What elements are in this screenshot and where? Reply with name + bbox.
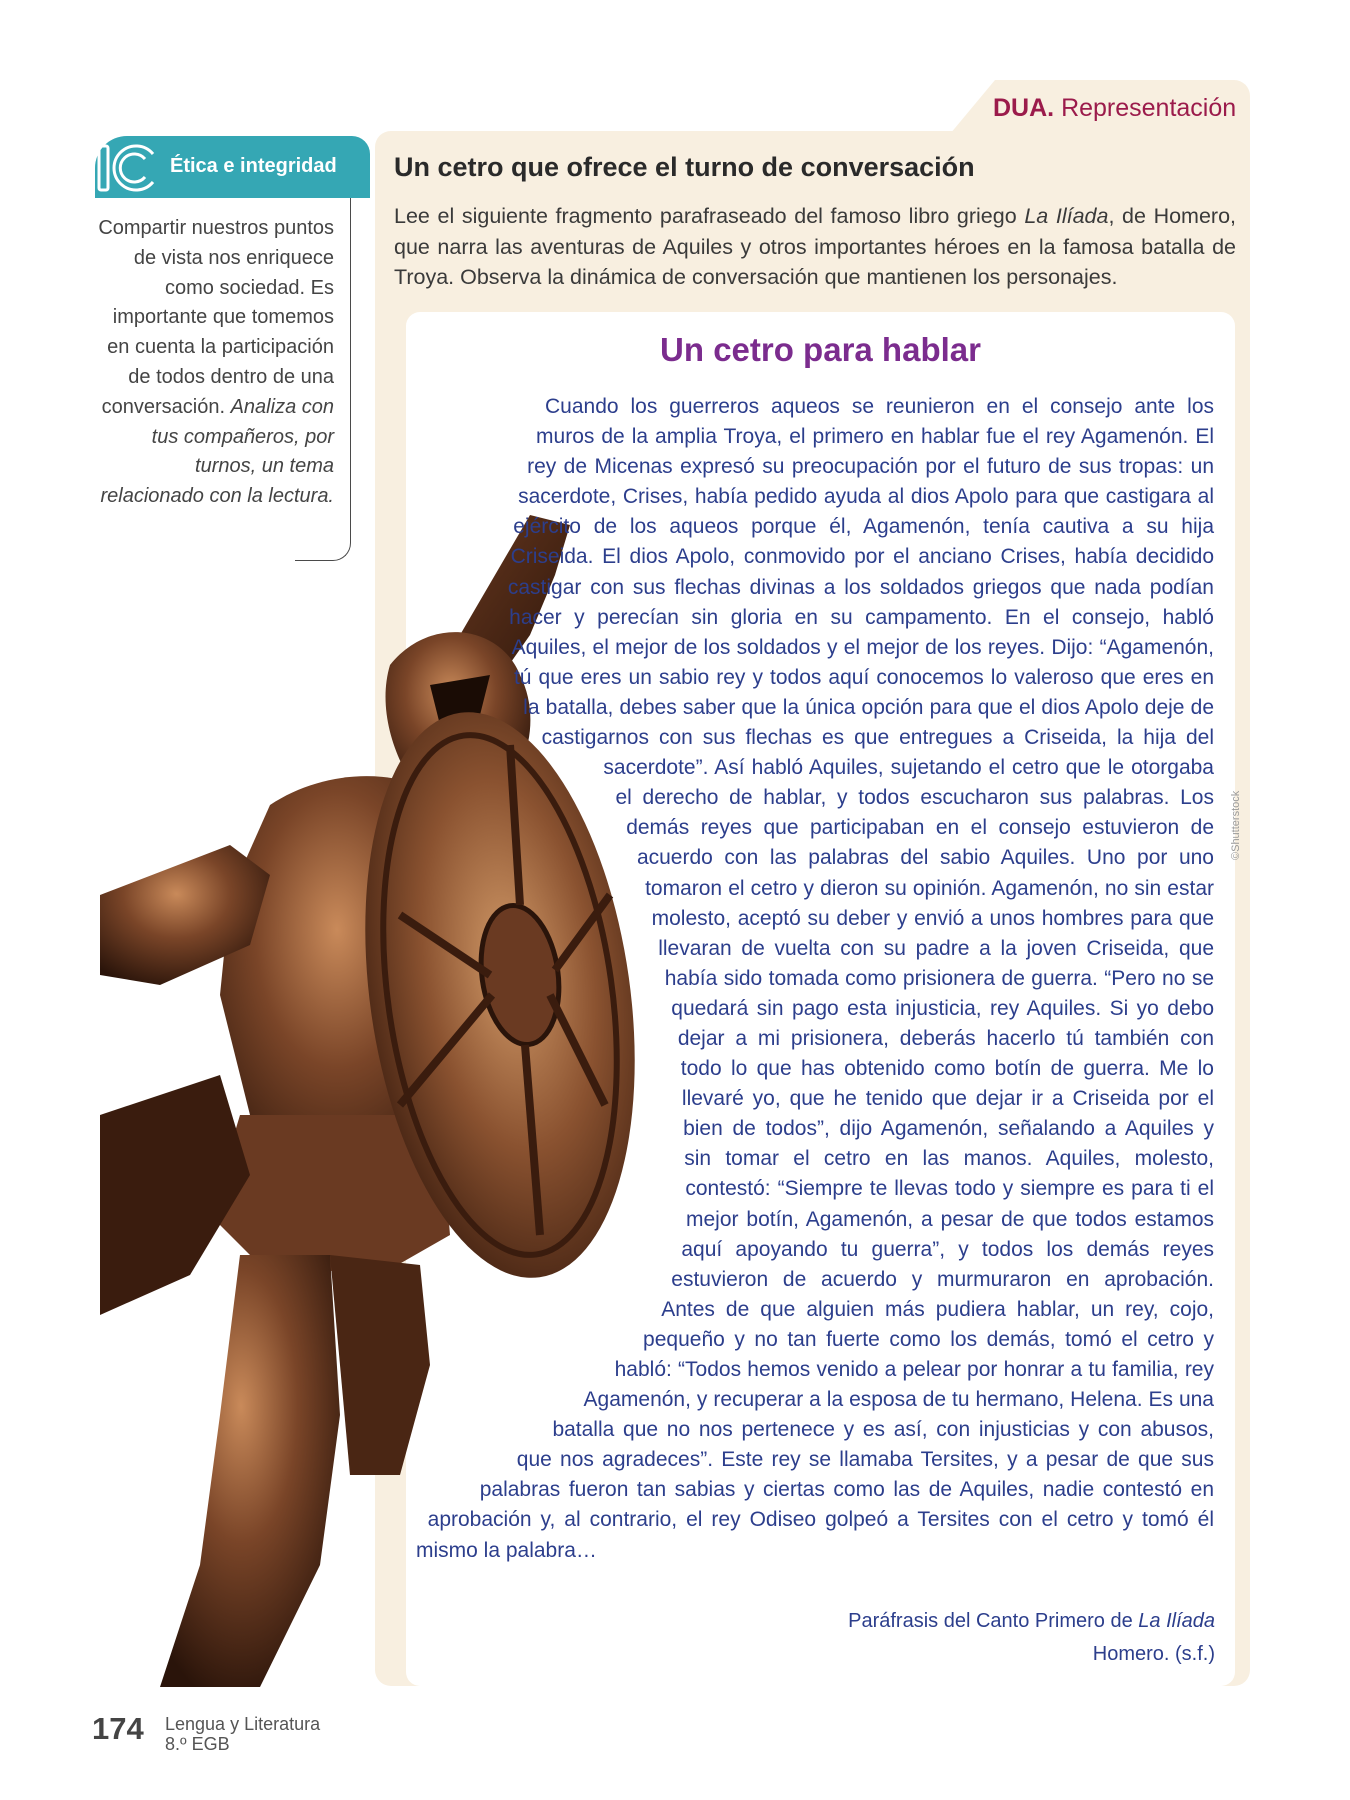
ethics-note-text: Compartir nuestros puntos de vista nos enriquece como sociedad. Es importante que tomemos en cuenta la participación de todos dentro de una conversación. Analiza con tus compañeros, por turnos, un tema relacionado con la lectura. (98, 217, 334, 508)
activity-title: Un cetro que ofrece el turno de conversación (394, 152, 975, 182)
image-credit: ©Shutterstock (1230, 790, 1242, 860)
ethics-note-instruction: Analiza con tus compañeros, por turnos, un tema relacionado con la lectura. (100, 395, 334, 508)
text-wrap-spacer (416, 512, 716, 1512)
footer-subject: Lengua y Literatura (165, 1714, 321, 1734)
dua-label: DUA. Representación (993, 94, 1237, 122)
reading-text: Cuando los guerreros aqueos se reunieron en el consejo ante los muros de la amplia Troya, el primero en hablar fue el rey Agamenón. El rey de Micenas expresó su preocupación por el futuro de sus tropas: un sacerdote, Crises, había pedido ayuda al dios Apolo para que castigara al ejército de los aqueos porque él, Agamenón, tenía cautiva a su hija Criseida. El dios Apolo, conmovido por el anciano Crises, había decidido castigar con sus flechas divinas a los soldados griegos que nada podían hacer y perecían sin gloria en su campamento. En el consejo, habló Aquiles, el mejor de los soldados y el mejor de los reyes. Dijo: “Agamenón, tú que eres un sabio rey y todos aquí conocemos lo valeroso que eres en la batalla, debes saber que la única opción para que el dios Apolo deje de castigarnos con sus flechas es que entregues a Criseida, la hija del sacerdote”. Así habló Aquiles, sujetando el cetro que le otorgaba el derecho de hablar, y todos escucharon sus palabras. Los demás reyes que participaban en el consejo estuvieron de acuerdo con las palabras del sabio Aquiles. Uno por uno tomaron el cetro y dieron su opinión. Agamenón, no sin estar molesto, aceptó su deber y envió a unos hombres para que llevaran de vuelta con su padre a la joven Criseida, que había sido tomada como prisionera de guerra. “Pero no se quedará sin pago esta injusticia, rey Aquiles. Si yo debo dejar a mi prisionera, deberás hacerlo tú también con todo lo que has obtenido como botín de guerra. Me lo llevaré yo, que he tenido que dejar ir a Criseida por el bien de todos”, dijo Agamenón, señalando a Aquiles y sin tomar el cetro en las manos. Aquiles, molesto, contestó: “Siempre te llevas todo y siempre es para ti el mejor botín, Agamenón, a pesar de que todos estamos aquí apoyando tu guerra”, y todos los demás reyes estuvieron de acuerdo y murmuraron en aprobación. Antes de que alguien más pudiera hablar, un rey, cojo, pequeño y no tan fuerte como los demás, tomó el cetro y habló: “Todos hemos venido a pelear por honrar a tu familia, rey Agamenón, y recuperar a la esposa de tu hermano, Helena. Es una batalla que no nos pertenece y es así, con injusticias y con abusos, que nos agradeces”. Este rey se llamaba Tersites, y a pesar de que sus palabras fueron tan sabias y ciertas como las de Aquiles, nadie contestó en aprobación y, al contrario, el rey Odiseo golpeó a Tersites con el cetro y tomó él mismo la palabra… (416, 395, 1214, 1562)
activity-intro: Lee el siguiente fragmento parafraseado del famoso libro griego La Ilíada, de Homero, que narra las aventuras de Aquiles y otros importantes héroes en la famosa batalla de Troya. Observa la dinámica de conversación que mantienen los personajes. (394, 204, 1237, 289)
ethics-note-title: Ética e integridad (170, 155, 337, 177)
reading-source: Paráfrasis del Canto Primero de La Ilíada (848, 1610, 1215, 1632)
footer-grade: 8.º EGB (165, 1734, 230, 1754)
ethics-integrity-icon (95, 140, 159, 196)
reading-title: Un cetro para hablar (660, 331, 981, 368)
page-number: 174 (92, 1711, 144, 1746)
reading-author: Homero. (s.f.) (1092, 1643, 1215, 1665)
